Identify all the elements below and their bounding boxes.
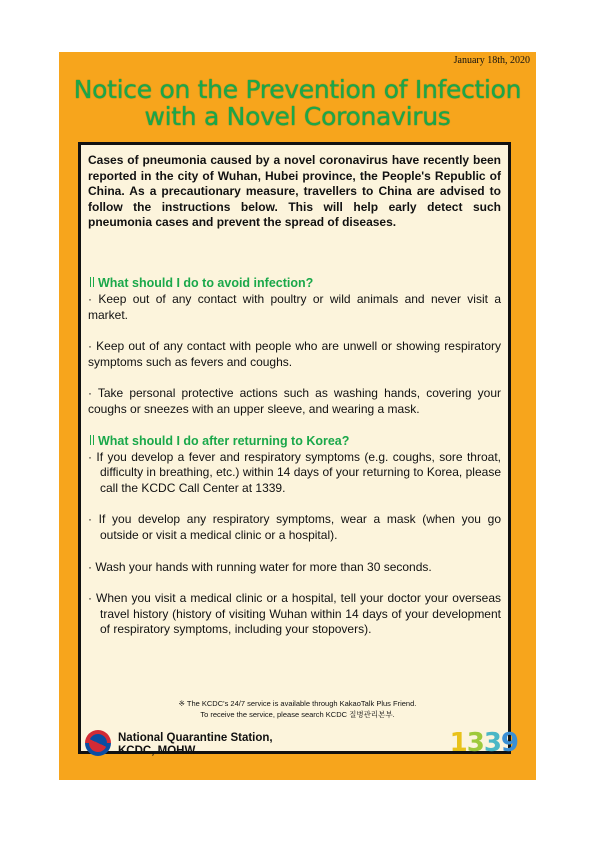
- section-heading-text: What should I do after returning to Korea?: [98, 433, 350, 448]
- hotline-number-logo: [450, 728, 518, 758]
- intro-paragraph: Cases of pneumonia caused by a novel coronavirus have recently been reported in the city of Wuhan, Hubei province, the People's Republic of China. As a precautionary measure, travellers to China are advised to follow the instructions below. This will help early detect such pneumonia cases and prevent the spread of diseases.: [88, 153, 501, 230]
- org-line-2: KCDC, MOHW: [118, 745, 196, 757]
- org-line-1: National Quarantine Station,: [118, 732, 273, 744]
- list-item: · Wash your hands with running water for more than 30 seconds.: [88, 559, 432, 574]
- note-line-1: ※ The KCDC's 24/7 service is available through KakaoTalk Plus Friend.: [178, 699, 417, 708]
- hotline-digit: 3: [483, 728, 501, 758]
- organization-name: [118, 732, 273, 758]
- section-heading-after-return: [88, 434, 501, 448]
- section-heading-text: What should I do to avoid infection?: [98, 276, 314, 290]
- list-item: · When you visit a medical clinic or a hospital, tell your doctor your overseas travel history (history of visiting Wuhan within 14 days of your development of respiratory symptoms, including your stopovers).: [88, 591, 501, 637]
- list-item: · Keep out of any contact with people who are unwell or showing respiratory symptoms such as fevers and coughs.: [88, 339, 501, 369]
- title-line-2: with a Novel Coronavirus: [144, 102, 451, 131]
- content-box: [78, 142, 511, 754]
- section-heading-avoid-infection: [88, 276, 501, 290]
- notice-title: [59, 76, 536, 130]
- kakaotalk-note: [59, 698, 536, 720]
- title-line-1: Notice on the Prevention of Infection: [73, 75, 522, 104]
- list-item: · Take personal protective actions such as washing hands, covering your coughs or sneezes with an upper sleeve, and wearing a mask.: [88, 386, 501, 416]
- list-item: · If you develop any respiratory symptoms, wear a mask (when you go outside or visit a medical clinic or a hospital).: [88, 512, 501, 542]
- notice-poster: [59, 52, 536, 780]
- list-item: · Keep out of any contact with poultry or wild animals and never visit a market.: [88, 292, 501, 322]
- list-item: · If you develop a fever and respiratory symptoms (e.g. coughs, sore throat, difficulty in breathing, etc.) within 14 days of your returning to Korea, please call the KCDC Call Center at 1339.: [88, 449, 501, 495]
- hotline-digit: 1: [449, 728, 467, 758]
- hotline-digit: 9: [500, 728, 518, 758]
- hotline-digit: 3: [466, 728, 484, 758]
- section-marker-icon: [90, 435, 94, 445]
- taegeuk-logo-icon: [85, 730, 111, 756]
- section-marker-icon: [90, 277, 94, 287]
- note-line-2: To receive the service, please search KCDC 질병관리본부.: [200, 710, 395, 719]
- content-body: [88, 276, 501, 654]
- notice-date: January 18th, 2020: [453, 55, 530, 66]
